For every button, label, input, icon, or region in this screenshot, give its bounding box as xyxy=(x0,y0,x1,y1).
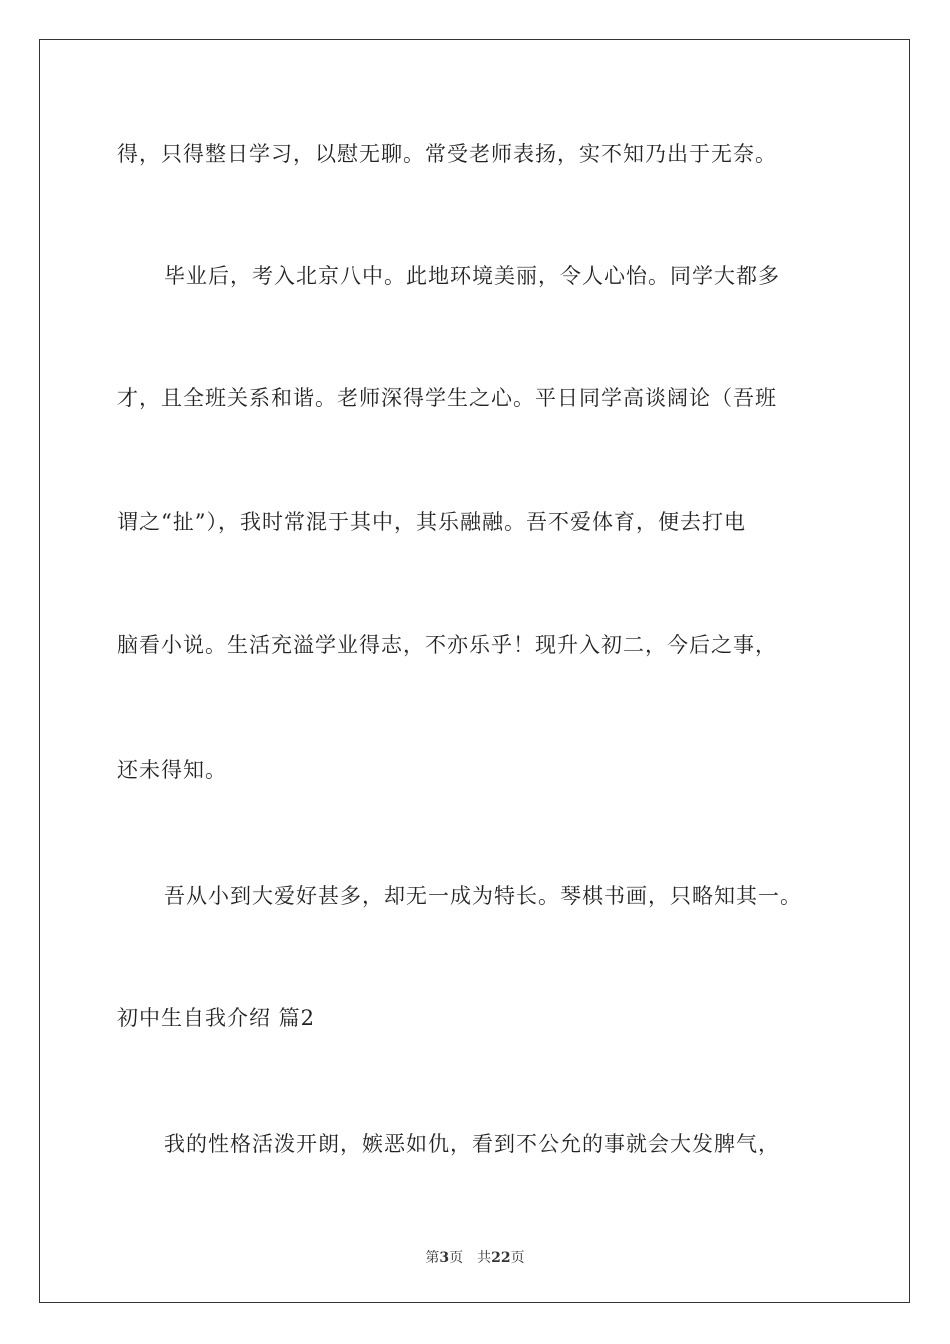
text-line-3: 才，且全班关系和谐。老师深得学生之心。平日同学高谈阔论（吾班 xyxy=(117,386,777,410)
page-suffix: 页 xyxy=(449,1250,464,1266)
text-line-4: 谓之“扯”），我时常混于其中，其乐融融。吾不爱体育，便去打电 xyxy=(117,510,746,534)
total-prefix: 共 xyxy=(477,1250,492,1266)
total-suffix: 页 xyxy=(510,1250,525,1266)
total-pages: 22 xyxy=(491,1250,511,1266)
paragraph-start-1: 毕业后，考入北京八中。此地环境美丽，令人心怡。同学大都多 xyxy=(164,264,780,288)
page-frame xyxy=(39,39,910,1303)
text-line-5: 脑看小说。生活充溢学业得志，不亦乐乎！现升入初二，今后之事， xyxy=(117,633,777,657)
page-footer xyxy=(0,1247,950,1267)
page-number: 3 xyxy=(439,1250,450,1266)
page-prefix: 第 xyxy=(425,1250,440,1266)
section-heading: 初中生自我介绍 篇2 xyxy=(117,1006,316,1030)
text-line-6: 还未得知。 xyxy=(117,758,227,782)
text-line-1: 得，只得整日学习，以慰无聊。常受老师表扬，实不知乃出于无奈。 xyxy=(117,142,777,166)
paragraph-start-2: 吾从小到大爱好甚多，却无一成为特长。琴棋书画，只略知其一。 xyxy=(164,884,802,908)
paragraph-start-3: 我的性格活泼开朗，嫉恶如仇，看到不公允的事就会大发脾气， xyxy=(164,1132,780,1156)
